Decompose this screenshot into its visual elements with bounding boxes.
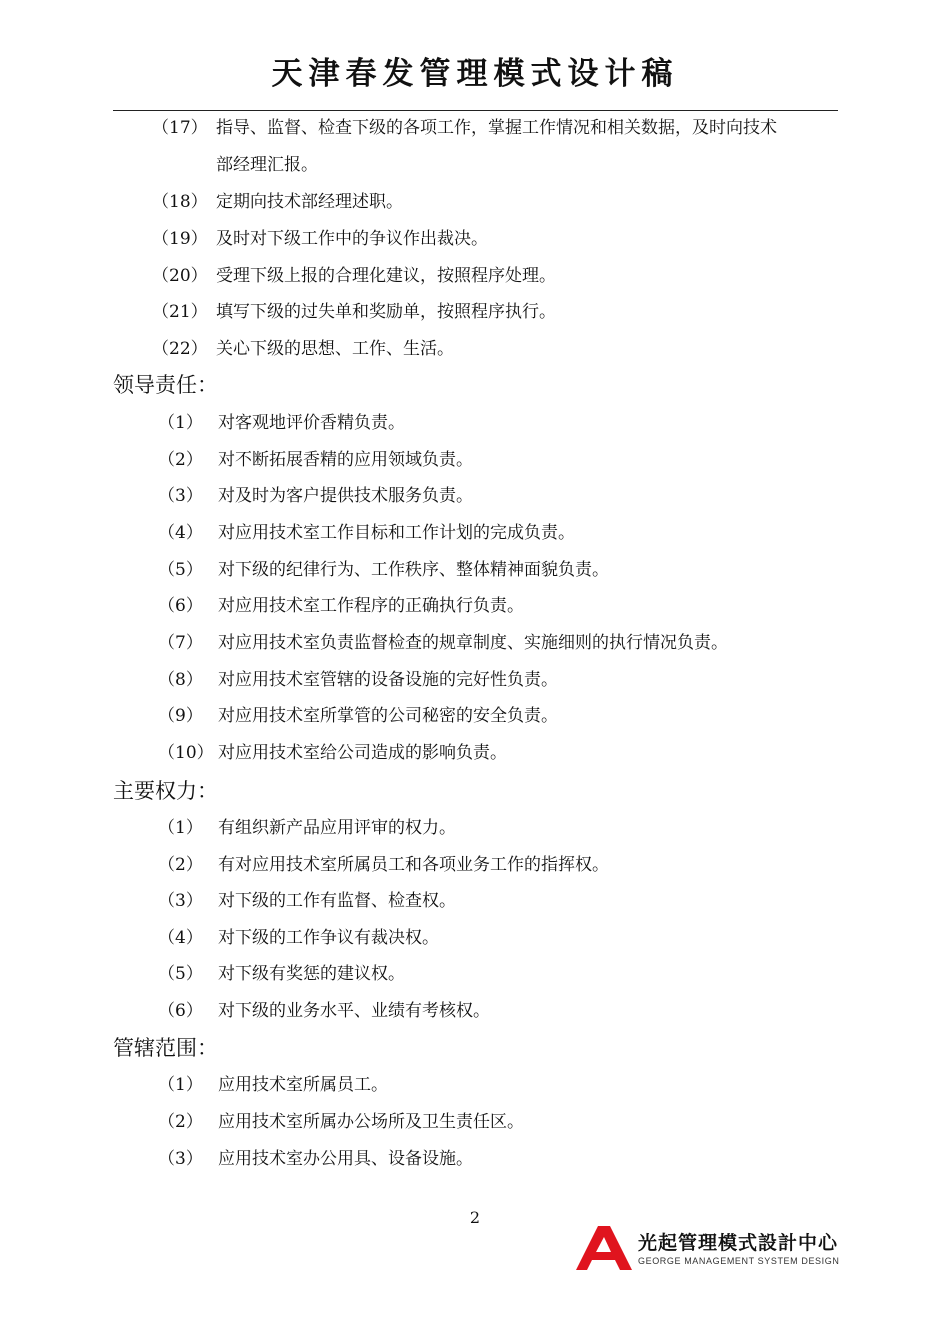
list-item-text: 对应用技术室给公司造成的影响负责。	[218, 743, 507, 763]
list-item-number: （1）	[158, 413, 203, 433]
list-item-text: 应用技术室所属员工。	[218, 1075, 388, 1095]
section-heading: 领导责任：	[113, 373, 218, 397]
header-divider	[113, 110, 838, 111]
list-item-text: 及时对下级工作中的争议作出裁决。	[216, 229, 488, 249]
list-item-number: （19）	[152, 229, 208, 249]
list-item-number: （10）	[158, 743, 214, 763]
list-item-number: （9）	[158, 706, 203, 726]
list-item-text: 对下级的工作争议有裁决权。	[218, 928, 439, 948]
list-item-number: （8）	[158, 670, 203, 690]
list-item-number: （2）	[158, 450, 203, 470]
list-item-number: （4）	[158, 523, 203, 543]
list-item-number: （4）	[158, 928, 203, 948]
company-logo	[574, 1226, 844, 1272]
page-number: 2	[469, 1208, 481, 1227]
list-item-number: （22）	[152, 339, 208, 359]
list-item-text: 对应用技术室所掌管的公司秘密的安全负责。	[218, 706, 558, 726]
list-item-number: （1）	[158, 818, 203, 838]
list-item-number: （2）	[158, 1112, 203, 1132]
list-item-number: （20）	[152, 266, 208, 286]
list-item-text: 定期向技术部经理述职。	[216, 192, 403, 212]
list-item-text: 受理下级上报的合理化建议，按照程序处理。	[216, 266, 556, 286]
logo-chinese-text: 光起管理模式設計中心	[638, 1232, 839, 1254]
list-item-text-continued: 部经理汇报。	[216, 155, 318, 175]
list-item-number: （3）	[158, 486, 203, 506]
list-item-text: 填写下级的过失单和奖励单，按照程序执行。	[216, 302, 556, 322]
list-item-text: 对及时为客户提供技术服务负责。	[218, 486, 473, 506]
list-item-number: （1）	[158, 1075, 203, 1095]
list-item-number: （5）	[158, 560, 203, 580]
list-item-text: 对下级的工作有监督、检查权。	[218, 891, 456, 911]
list-item-text: 应用技术室办公用具、设备设施。	[218, 1149, 473, 1169]
list-item-number: （17）	[152, 118, 208, 138]
list-item-text: 对应用技术室工作目标和工作计划的完成负责。	[218, 523, 575, 543]
list-item-number: （6）	[158, 596, 203, 616]
list-item-number: （7）	[158, 633, 203, 653]
list-item-text: 对下级的纪律行为、工作秩序、整体精神面貌负责。	[218, 560, 609, 580]
list-item-text: 指导、监督、检查下级的各项工作，掌握工作情况和相关数据，及时向技术	[216, 118, 777, 138]
section-heading: 主要权力：	[113, 779, 218, 803]
list-item-text: 对不断拓展香精的应用领域负责。	[218, 450, 473, 470]
list-item-text: 对应用技术室管辖的设备设施的完好性负责。	[218, 670, 558, 690]
list-item-text: 关心下级的思想、工作、生活。	[216, 339, 454, 359]
list-item-number: （3）	[158, 1149, 203, 1169]
logo-a-icon	[574, 1226, 632, 1270]
list-item-number: （21）	[152, 302, 208, 322]
list-item-text: 对下级的业务水平、业绩有考核权。	[218, 1001, 490, 1021]
list-item-text: 对客观地评价香精负责。	[218, 413, 405, 433]
list-item-number: （6）	[158, 1001, 203, 1021]
list-item-number: （3）	[158, 891, 203, 911]
list-item-text: 应用技术室所属办公场所及卫生责任区。	[218, 1112, 524, 1132]
list-item-text: 有对应用技术室所属员工和各项业务工作的指挥权。	[218, 855, 609, 875]
list-item-number: （18）	[152, 192, 208, 212]
list-item-number: （5）	[158, 964, 203, 984]
list-item-text: 对应用技术室负责监督检查的规章制度、实施细则的执行情况负责。	[218, 633, 728, 653]
page-title: 天津春发管理模式设计稿	[271, 56, 679, 92]
list-item-text: 对下级有奖惩的建议权。	[218, 964, 405, 984]
list-item-text: 对应用技术室工作程序的正确执行负责。	[218, 596, 524, 616]
logo-english-text: GEORGE MANAGEMENT SYSTEM DESIGN	[638, 1256, 840, 1266]
list-item-number: （2）	[158, 855, 203, 875]
section-heading: 管辖范围：	[113, 1036, 218, 1060]
list-item-text: 有组织新产品应用评审的权力。	[218, 818, 456, 838]
